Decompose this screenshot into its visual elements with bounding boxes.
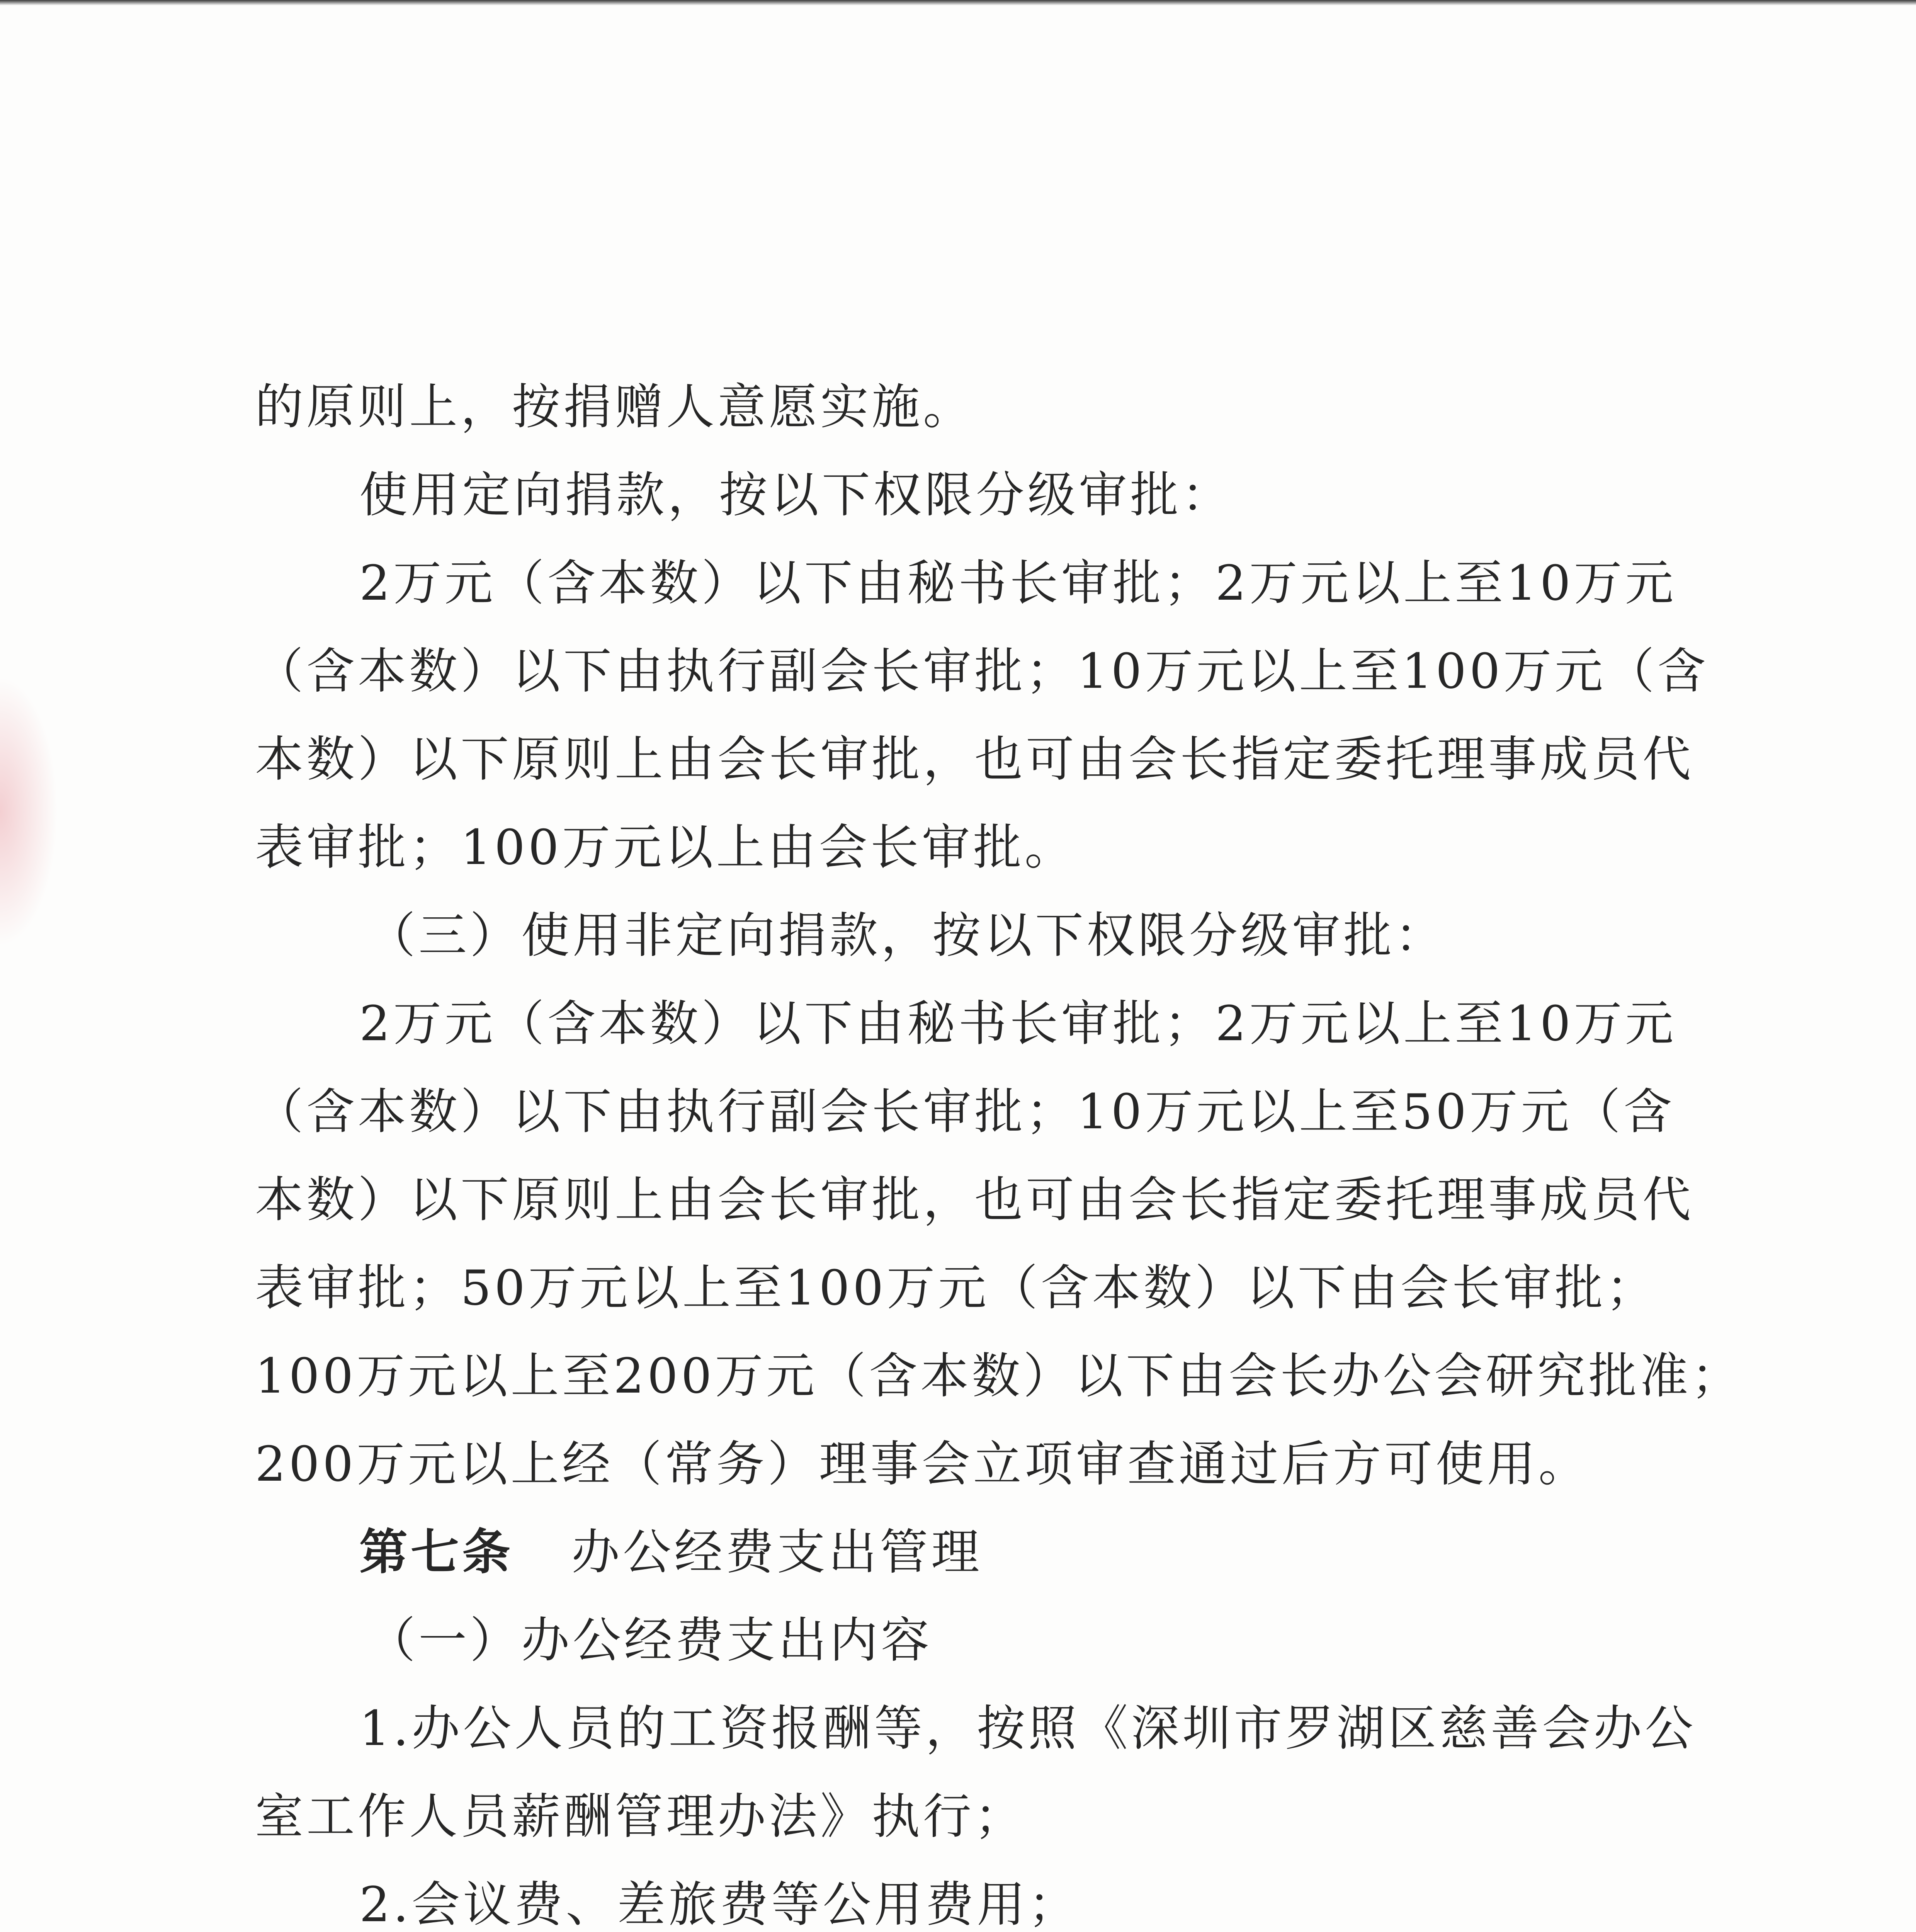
text-line: 表审批；100万元以上由会长审批。 [255, 820, 1076, 876]
article-label: 第七条 [359, 1524, 513, 1580]
text-line: 表审批；50万元以上至100万元（含本数）以下由会长审批； [255, 1260, 1658, 1316]
text-line: 2万元（含本数）以下由秘书长审批；2万元以上至10万元 [359, 555, 1677, 611]
document-body [255, 363, 1743, 1932]
text-line: （含本数）以下由执行副会长审批；10万元以上至50万元（含 [255, 1084, 1675, 1140]
seal-bleed [0, 676, 58, 947]
text-line: 使用定向捐款，按以下权限分级审批： [359, 467, 1233, 523]
text-line: 本数）以下原则上由会长审批，也可由会长指定委托理事成员代 [255, 731, 1694, 787]
text-line: 2万元（含本数）以下由秘书长审批；2万元以上至10万元 [359, 996, 1677, 1052]
scan-edge [0, 0, 1916, 5]
text-line: 的原则上，按捐赠人意愿实施。 [255, 379, 974, 435]
text-line: （含本数）以下由执行副会长审批；10万元以上至100万元（含 [255, 643, 1709, 699]
text-line: 本数）以下原则上由会长审批，也可由会长指定委托理事成员代 [255, 1172, 1694, 1228]
text-line: 2.会议费、差旅费等公用费用； [359, 1877, 1080, 1932]
article-title: 办公经费支出管理 [571, 1524, 983, 1580]
text-line: 200万元以上经（常务）理事会立项审查通过后方可使用。 [255, 1436, 1590, 1492]
text-line: （三）使用非定向捐款，按以下权限分级审批： [367, 908, 1446, 964]
text-line: 1.办公人员的工资报酬等，按照《深圳市罗湖区慈善会办公 [359, 1701, 1697, 1757]
article-heading [255, 1509, 1685, 1597]
text-line: 100万元以上至200万元（含本数）以下由会长办公会研究批准； [255, 1348, 1743, 1404]
text-line: 室工作人员薪酬管理办法》执行； [255, 1789, 1026, 1845]
text-line: （一）办公经费支出内容 [367, 1612, 932, 1668]
